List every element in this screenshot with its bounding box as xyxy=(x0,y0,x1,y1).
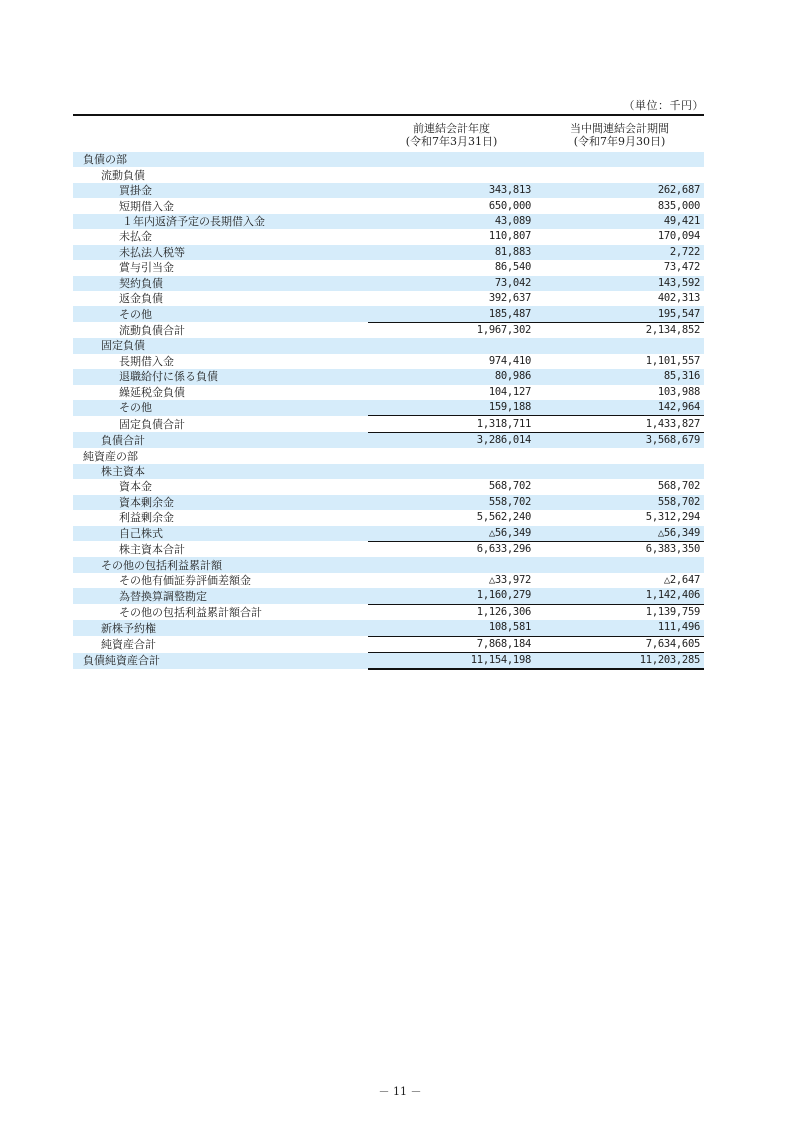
row-label: その他の包括利益累計額合計 xyxy=(119,605,262,619)
table-row xyxy=(73,183,704,198)
row-label: 買掛金 xyxy=(73,183,368,198)
prior-value: 86,540 xyxy=(494,261,531,274)
column-header-current-date: (令和7年9月30日) xyxy=(573,135,666,148)
row-label: 長期借入金 xyxy=(119,354,174,368)
row-label: 株主資本 xyxy=(73,464,368,479)
prior-value: 392,637 xyxy=(488,292,531,305)
table-row xyxy=(73,229,704,244)
prior-value: △56,349 xyxy=(368,526,535,542)
prior-value: 1,160,279 xyxy=(368,588,535,604)
table-row xyxy=(73,416,704,432)
current-value: 103,988 xyxy=(657,385,700,398)
prior-value: △33,972 xyxy=(488,574,531,587)
column-header-prior xyxy=(368,122,535,148)
row-label: 未払法人税等 xyxy=(73,245,368,260)
row-label: 流動負債合計 xyxy=(119,323,185,337)
current-value: 402,313 xyxy=(657,292,700,305)
current-value: 111,496 xyxy=(535,620,704,636)
row-label: １年内返済予定の長期借入金 xyxy=(73,214,368,229)
current-value: 195,547 xyxy=(535,306,704,322)
column-header-prior-date: (令和7年3月31日) xyxy=(405,135,498,148)
table-row xyxy=(73,448,704,463)
unit-label: （単位：千円） xyxy=(623,99,704,112)
current-value: 142,964 xyxy=(535,400,704,416)
row-label: 退職給付に係る負債 xyxy=(73,369,368,384)
prior-value xyxy=(368,338,535,353)
current-value: 85,316 xyxy=(535,369,704,384)
row-label: 短期借入金 xyxy=(119,199,174,213)
prior-value xyxy=(368,448,535,463)
row-label: 利益剰余金 xyxy=(119,511,174,525)
table-row xyxy=(73,245,704,260)
row-label: 新株予約権 xyxy=(73,620,368,636)
current-value: 568,702 xyxy=(657,480,700,493)
current-value: 1,433,827 xyxy=(535,416,704,432)
prior-value: 80,986 xyxy=(368,369,535,384)
table-row xyxy=(73,338,704,353)
row-label: 繰延税金負債 xyxy=(119,385,185,399)
row-label: その他 xyxy=(73,400,368,416)
row-label: 負債の部 xyxy=(73,152,368,167)
current-value: 262,687 xyxy=(535,183,704,198)
current-value xyxy=(535,167,704,182)
prior-value: 6,633,296 xyxy=(368,541,535,557)
row-label: 固定負債合計 xyxy=(119,417,185,431)
table-row xyxy=(73,214,704,229)
table-row xyxy=(73,369,704,384)
prior-value xyxy=(368,152,535,167)
table-row xyxy=(73,510,704,525)
table-row xyxy=(73,198,704,213)
current-value: 1,139,759 xyxy=(535,604,704,620)
current-value: 11,203,285 xyxy=(535,653,704,670)
table-row xyxy=(73,291,704,306)
row-label: 未払金 xyxy=(119,230,152,244)
row-label: 為替換算調整勘定 xyxy=(73,588,368,604)
table-row xyxy=(73,620,704,636)
current-value: △2,647 xyxy=(663,574,700,587)
table-row xyxy=(73,260,704,275)
prior-value xyxy=(368,167,535,182)
prior-value: 650,000 xyxy=(488,199,531,212)
prior-value: 73,042 xyxy=(368,276,535,291)
current-value: 1,101,557 xyxy=(645,354,700,367)
table-row xyxy=(73,636,704,652)
prior-value: 81,883 xyxy=(368,245,535,260)
table-row xyxy=(73,526,704,542)
prior-value: 974,410 xyxy=(488,354,531,367)
balance-sheet-table xyxy=(73,152,704,670)
row-label: その他 xyxy=(73,306,368,322)
row-label: 資本剰余金 xyxy=(73,495,368,510)
table-row xyxy=(73,322,704,338)
prior-value: 43,089 xyxy=(368,214,535,229)
current-value: 3,568,679 xyxy=(535,432,704,448)
current-value: 73,472 xyxy=(663,261,700,274)
current-value xyxy=(535,448,704,463)
row-label: 純資産の部 xyxy=(83,449,138,463)
table-row xyxy=(73,541,704,557)
row-label: その他有価証券評価差額金 xyxy=(119,574,251,588)
current-value: 558,702 xyxy=(535,495,704,510)
table-row xyxy=(73,604,704,620)
balance-sheet-body xyxy=(73,152,704,669)
prior-value: 1,967,302 xyxy=(368,322,535,338)
current-value: △56,349 xyxy=(535,526,704,542)
row-label: 資本金 xyxy=(119,480,152,494)
column-header-current-title: 当中間連結会計期間 xyxy=(570,122,669,135)
current-value: 6,383,350 xyxy=(535,541,704,557)
prior-value: 343,813 xyxy=(368,183,535,198)
page-number: － 11 － xyxy=(378,1085,422,1098)
prior-value: 568,702 xyxy=(488,480,531,493)
current-value xyxy=(535,557,704,572)
prior-value: 110,807 xyxy=(488,230,531,243)
current-value xyxy=(535,338,704,353)
current-value xyxy=(535,152,704,167)
prior-value: 11,154,198 xyxy=(368,653,535,670)
prior-value: 1,318,711 xyxy=(368,416,535,432)
prior-value: 104,127 xyxy=(488,385,531,398)
table-row xyxy=(73,479,704,494)
table-row xyxy=(73,152,704,167)
row-label: 固定負債 xyxy=(73,338,368,353)
table-top-rule xyxy=(73,114,704,116)
current-value: 835,000 xyxy=(657,199,700,212)
current-value: 143,592 xyxy=(535,276,704,291)
table-row xyxy=(73,557,704,572)
table-row xyxy=(73,495,704,510)
column-header-current xyxy=(535,122,704,148)
table-row xyxy=(73,276,704,291)
table-row xyxy=(73,167,704,182)
current-value xyxy=(535,464,704,479)
prior-value: 558,702 xyxy=(368,495,535,510)
row-label: 流動負債 xyxy=(101,168,145,182)
row-label: その他の包括利益累計額 xyxy=(73,557,368,572)
prior-value: 185,487 xyxy=(368,306,535,322)
row-label: 負債合計 xyxy=(73,432,368,448)
row-label: 自己株式 xyxy=(73,526,368,542)
current-value: 2,134,852 xyxy=(535,322,704,338)
table-row xyxy=(73,400,704,416)
table-row xyxy=(73,573,704,588)
current-value: 170,094 xyxy=(657,230,700,243)
prior-value: 5,562,240 xyxy=(476,511,531,524)
table-row xyxy=(73,385,704,400)
table-row xyxy=(73,464,704,479)
current-value: 2,722 xyxy=(535,245,704,260)
current-value: 5,312,294 xyxy=(645,511,700,524)
prior-value: 159,188 xyxy=(368,400,535,416)
prior-value: 3,286,014 xyxy=(368,432,535,448)
table-row xyxy=(73,354,704,369)
prior-value: 108,581 xyxy=(368,620,535,636)
row-label: 株主資本合計 xyxy=(119,542,185,556)
row-label: 賞与引当金 xyxy=(119,261,174,275)
row-label: 負債純資産合計 xyxy=(73,653,368,670)
current-value: 49,421 xyxy=(535,214,704,229)
table-row xyxy=(73,653,704,670)
current-value: 7,634,605 xyxy=(535,636,704,652)
prior-value: 7,868,184 xyxy=(368,636,535,652)
current-value: 1,142,406 xyxy=(535,588,704,604)
prior-value: 1,126,306 xyxy=(368,604,535,620)
table-row xyxy=(73,432,704,448)
prior-value xyxy=(368,464,535,479)
table-row xyxy=(73,306,704,322)
row-label: 返金負債 xyxy=(119,292,163,306)
row-label: 純資産合計 xyxy=(101,637,156,651)
table-row xyxy=(73,588,704,604)
column-header-prior-title: 前連結会計年度 xyxy=(413,122,490,135)
prior-value xyxy=(368,557,535,572)
row-label: 契約負債 xyxy=(73,276,368,291)
